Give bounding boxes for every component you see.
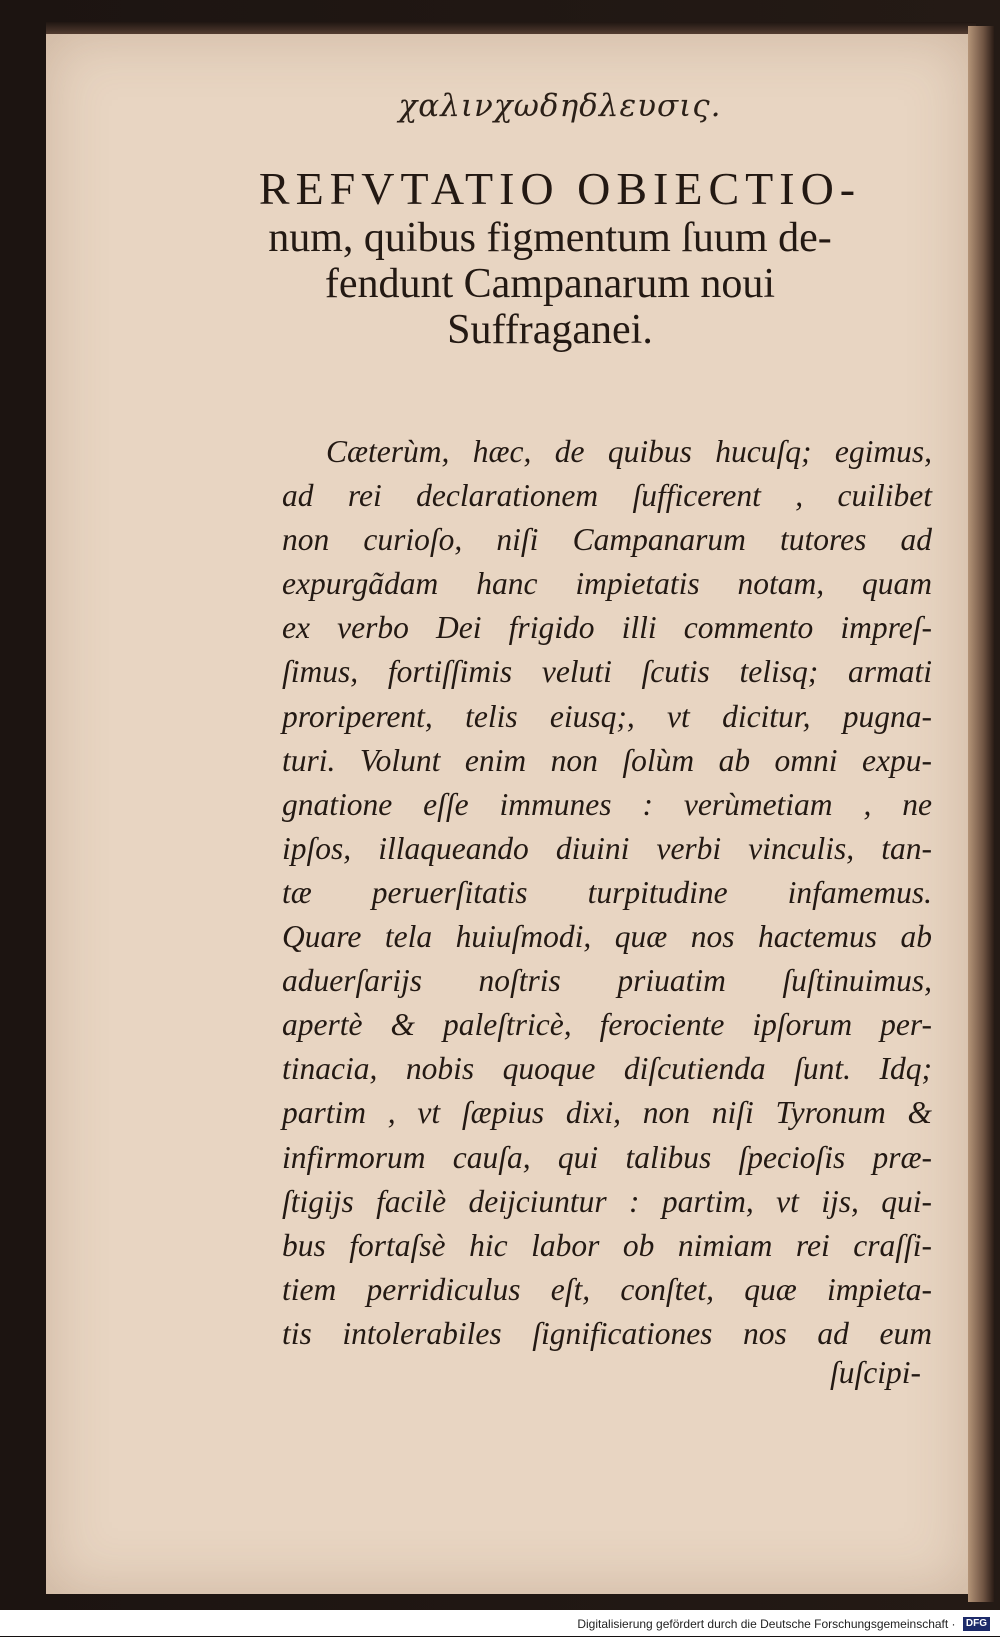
body-line: expurgãdam hanc impietatis notam, quam: [282, 566, 932, 602]
section-heading: [200, 162, 900, 353]
body-line: bus fortaſsè hic labor ob nimiam rei craſſi-: [282, 1227, 932, 1263]
catchword: ſuſcipi-: [830, 1355, 921, 1390]
body-line: ſimus, fortiſſimis veluti ſcutis telisq; armati: [282, 654, 932, 690]
body-line: ex verbo Dei frigido illi commento impreſ-: [282, 610, 932, 646]
body-line: aduerſarijs noſtris priuatim ſuſtinuimus,: [282, 963, 932, 999]
body-line: ipſos, illaqueando diuini verbi vinculis, tan-: [282, 830, 932, 866]
digitization-footer: [0, 1610, 1000, 1636]
body-line: gnatione eſſe immunes : verùmetiam , ne: [282, 786, 932, 822]
body-line: tæ peruerſitatis turpitudine infamemus.: [282, 874, 932, 910]
heading-line-4: Suffraganei.: [447, 307, 653, 353]
body-line: non curioſo, niſi Campanarum tutores ad: [282, 522, 932, 558]
body-line: Cæterùm, hæc, de quibus hucuſq; egimus,: [326, 434, 932, 469]
body-line: tiem perridiculus eſt, conſtet, quæ impieta-: [282, 1271, 932, 1307]
body-line: Quare tela huiuſmodi, quæ nos hactemus ab: [282, 919, 932, 955]
heading-line-1: REFVTATIO OBIECTIO-: [258, 163, 862, 214]
body-line: ſtigijs facilè deijciuntur : partim, vt ijs, qui-: [282, 1183, 932, 1219]
running-head: χαλινχωδηδλευσις.: [398, 88, 722, 124]
dfg-logo: DFG: [963, 1617, 990, 1631]
heading-line-2: num, quibus figmentum ſuum de-: [268, 215, 832, 261]
heading-line-3: fendunt Campanarum noui: [324, 261, 776, 307]
body-line: turi. Volunt enim non ſolùm ab omni expu-: [282, 742, 932, 778]
body-line: infirmorum cauſa, qui talibus ſpecioſis præ-: [282, 1139, 932, 1175]
body-line: tinacia, nobis quoque diſcutienda ſunt. Idq;: [282, 1051, 932, 1087]
body-text: [282, 430, 932, 1356]
footer-credit: Digitalisierung gefördert durch die Deutsche Forschungsgemeinschaft ·: [577, 1616, 956, 1631]
body-line: proriperent, telis eiusq;, vt dicitur, pugna-: [282, 698, 932, 734]
page-edge: [968, 26, 994, 1602]
body-line: apertè & paleſtricè, ferociente ipſorum per-: [282, 1007, 932, 1043]
body-line: ad rei declarationem ſufficerent , cuilibet: [282, 478, 932, 514]
body-line: tis intolerabiles ſignificationes nos ad eum: [282, 1315, 932, 1351]
body-line: partim , vt ſæpius dixi, non niſi Tyronum &: [282, 1095, 932, 1131]
